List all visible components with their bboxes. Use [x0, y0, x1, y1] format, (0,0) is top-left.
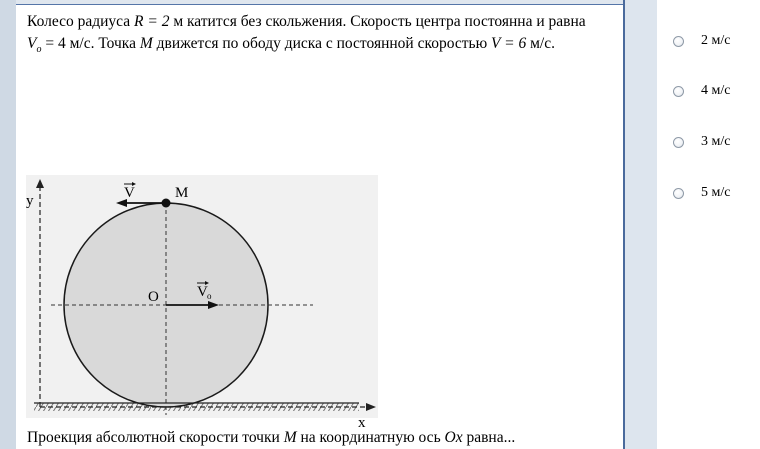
- velocity-v0-sub: o: [207, 291, 212, 301]
- question-text: [27, 11, 617, 61]
- radio-button-icon[interactable]: [673, 36, 684, 47]
- radio-button-icon[interactable]: [673, 86, 684, 97]
- x-axis-label: x: [358, 415, 366, 431]
- point-velocity-value: = 6: [500, 35, 527, 52]
- radio-button-icon[interactable]: [673, 188, 684, 199]
- radio-button-icon[interactable]: [673, 137, 684, 148]
- radius-value: = 2: [143, 13, 170, 30]
- radius-var: R: [134, 13, 144, 30]
- answer-label: 4 м/с: [701, 83, 731, 98]
- question-part3: м/с. Точка: [65, 35, 140, 52]
- point-velocity-var: V: [491, 35, 501, 52]
- projection-question: [27, 427, 617, 449]
- projection-part1: Проекция абсолютной скорости точки: [27, 429, 284, 446]
- question-part1: Колесо радиуса: [27, 13, 135, 30]
- question-part5: м/с.: [526, 35, 555, 52]
- velocity-v-label: V: [124, 185, 135, 201]
- answer-option-2[interactable]: [673, 81, 730, 101]
- center-velocity-sub: o: [36, 44, 42, 56]
- question-panel: [16, 4, 623, 449]
- answer-option-1[interactable]: [673, 31, 730, 51]
- answer-label: 5 м/с: [701, 185, 731, 200]
- answer-label: 2 м/с: [701, 33, 731, 48]
- projection-part3: равна...: [462, 429, 516, 446]
- answer-option-4[interactable]: [673, 183, 730, 203]
- point-m-var: M: [139, 35, 153, 52]
- center-velocity-value: = 4: [41, 35, 66, 52]
- point-m-label: M: [175, 185, 189, 201]
- projection-axis-var: Ox: [444, 429, 463, 446]
- center-velocity-var: V: [27, 35, 37, 52]
- center-label: O: [148, 289, 159, 305]
- answer-options: [657, 0, 760, 449]
- y-axis-label: y: [26, 193, 34, 209]
- answer-label: 3 м/с: [701, 134, 731, 149]
- answer-option-3[interactable]: [673, 132, 730, 152]
- question-part2: м катится без скольжения. Скорость центра постоянна и равна: [169, 13, 586, 30]
- velocity-v0-label: V: [197, 284, 208, 300]
- left-border: [0, 0, 16, 449]
- wheel-figure: [26, 175, 378, 431]
- wheel-diagram: [26, 175, 378, 431]
- question-part4: движется по ободу диска с постоянной скоростью: [152, 35, 492, 52]
- projection-point-var: M: [283, 429, 297, 446]
- panel-separator: [623, 0, 657, 449]
- projection-part2: на координатную ось: [296, 429, 445, 446]
